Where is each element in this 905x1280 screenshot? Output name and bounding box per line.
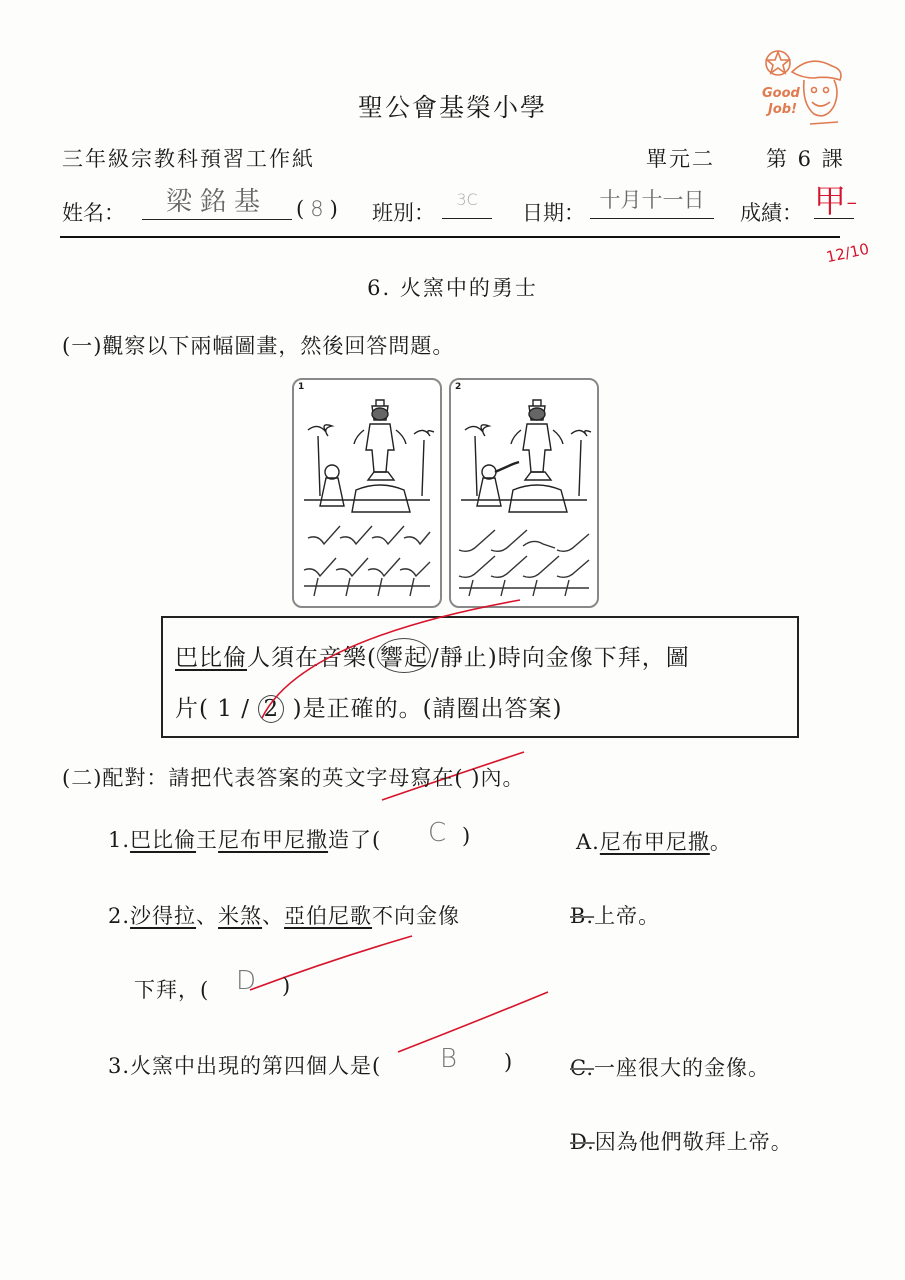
picture-2	[449, 378, 599, 608]
question-box	[161, 616, 799, 738]
option-b-text: 上帝。	[594, 904, 661, 928]
music-playing-illustration	[451, 380, 597, 606]
option-a-text: 尼布甲尼撒	[599, 830, 710, 854]
lesson-title: 6. 火窯中的勇士	[367, 276, 538, 300]
number-close: )	[329, 197, 338, 221]
red-tick-4	[398, 992, 548, 1052]
option-c	[570, 1052, 770, 1082]
date-field[interactable]	[590, 184, 714, 219]
option-d-text: 因為他們敬拜上帝。	[594, 1130, 793, 1154]
grade-field	[814, 176, 858, 220]
question-2	[108, 900, 460, 930]
instruction-text: )是正確的。(請圈出答案)	[284, 696, 563, 722]
sticker-text-good: Good	[762, 86, 800, 101]
school-name: 聖公會基榮小學	[357, 93, 547, 122]
q3-answer[interactable]: B	[440, 1044, 458, 1074]
q2-sep2: 、	[262, 904, 285, 928]
q1-text: 造了(	[328, 828, 382, 852]
q2-number: 2.	[108, 904, 131, 928]
option-music-on[interactable]: 響起	[377, 638, 431, 673]
question-text-a: 人須在音樂(	[247, 645, 377, 671]
picture-choice-text: 片( 1 /	[175, 696, 259, 722]
worksheet-title: 三年級宗教科預習工作紙	[62, 147, 315, 171]
picture-number-1: 1	[298, 382, 305, 392]
section2-heading: (二)配對：請把代表答案的英文字母寫在( )內。	[62, 766, 525, 790]
q3-close: )	[504, 1050, 514, 1074]
q2-close: )	[282, 974, 292, 998]
q1-number: 1.	[108, 828, 131, 852]
question-box-line2	[175, 690, 563, 723]
option-d	[570, 1126, 793, 1156]
sticker-text-job: Job!	[768, 102, 798, 117]
option-b	[570, 900, 660, 930]
question-box-line1	[175, 638, 690, 673]
q1-babylon: 巴比倫	[130, 828, 197, 852]
name-value: 梁銘基	[165, 187, 268, 217]
picture-1	[292, 378, 442, 608]
option-d-letter: D.	[570, 1130, 595, 1154]
option-a-end: 。	[709, 830, 732, 854]
q1-close: )	[462, 824, 472, 848]
question-1	[108, 824, 381, 854]
option-b-letter: B.	[570, 904, 595, 928]
question-text-b: /靜止)時向金像下拜，圖	[430, 645, 690, 671]
q1-king: 王	[196, 828, 219, 852]
q3-text: 火窯中出現的第四個人是(	[130, 1054, 382, 1078]
student-number	[296, 197, 338, 221]
number-open: (	[296, 197, 305, 221]
grade-value: 甲-	[814, 182, 858, 220]
q2-meshach: 米煞	[218, 904, 263, 928]
number-value: 8	[310, 197, 324, 221]
unit-label: 單元二	[646, 147, 715, 171]
q2-text: 不向金像	[372, 904, 461, 928]
grade-note: 12/10	[824, 239, 871, 267]
red-tick-3	[250, 936, 412, 990]
picture-number-2: 2	[455, 382, 462, 392]
class-label: 班別：	[372, 201, 435, 225]
grade-label: 成績：	[740, 201, 803, 225]
q1-answer[interactable]: C	[428, 818, 447, 848]
q1-nebuchadnezzar: 尼布甲尼撒	[218, 828, 329, 852]
class-field[interactable]	[442, 186, 492, 219]
date-label: 日期：	[522, 201, 585, 225]
header-divider	[60, 236, 840, 238]
question-3	[108, 1050, 381, 1080]
name-label: 姓名：	[62, 201, 125, 225]
q2-shadrach: 沙得拉	[130, 904, 197, 928]
golden-statue-worship-illustration	[294, 380, 440, 606]
section1-heading: (一)觀察以下兩幅圖畫，然後回答問題。	[62, 334, 455, 358]
option-c-text: 一座很大的金像。	[594, 1056, 770, 1080]
date-value: 十月十一日	[599, 188, 705, 212]
q3-number: 3.	[108, 1054, 131, 1078]
option-a-letter: A.	[576, 830, 600, 854]
option-a	[576, 826, 732, 856]
name-field[interactable]	[142, 181, 292, 220]
class-value: 3C	[456, 190, 478, 209]
q2-sep1: 、	[196, 904, 219, 928]
q2-line2: 下拜，(	[134, 978, 210, 1002]
q2-answer[interactable]: D	[236, 966, 257, 996]
babylon-word: 巴比倫	[175, 645, 247, 671]
lesson-label: 第 6 課	[766, 147, 845, 171]
option-picture-2[interactable]: 2	[258, 695, 284, 723]
q2-abednego: 亞伯尼歌	[284, 904, 373, 928]
option-c-letter: C.	[570, 1056, 594, 1080]
